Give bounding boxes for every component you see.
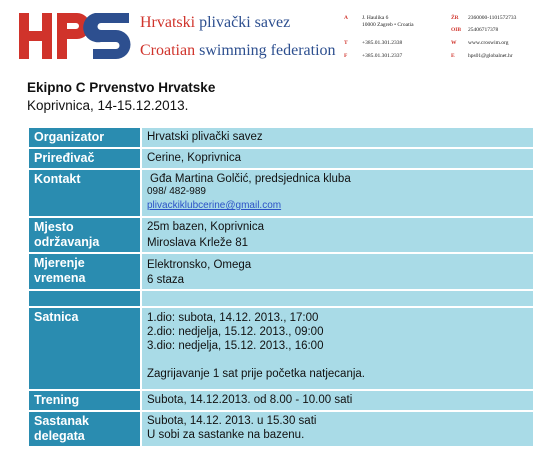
contact-oib: 25406717378 (468, 27, 499, 33)
row-kontakt (28, 169, 534, 217)
value-mjerenje-line2: 6 staza (147, 274, 185, 286)
value-organizator: Hrvatski plivački savez (141, 127, 534, 148)
document-subtitle: Koprivnica, 14-15.12.2013. (27, 98, 189, 113)
contact-address (362, 15, 414, 28)
label-mjerenje (28, 253, 141, 290)
org-name-croatian (140, 14, 290, 32)
value-mjesto-line2: Miroslava Krleže 81 (147, 237, 248, 249)
value-empty (141, 290, 534, 307)
value-trening: Subota, 14.12.2013. od 8.00 - 10.00 sati (141, 390, 534, 411)
label-sastanak-line1: Sastanak (34, 414, 89, 428)
value-sastanak-line2: U sobi za sastanke na bazenu. (147, 429, 305, 441)
satnica-item: 1.dio: subota, 14.12. 2013., 17:00 (147, 312, 319, 324)
value-mjerenje (141, 253, 534, 290)
row-mjerenje (28, 253, 534, 290)
label-sastanak-line2: delegata (34, 429, 85, 443)
address-line-1: J. Haulika 6 (362, 15, 389, 21)
label-mjerenje-line2: vremena (34, 271, 86, 285)
satnica-item: 3.dio: nedjelja, 15.12. 2013., 16:00 (147, 340, 324, 352)
label-kontakt: Kontakt (28, 169, 141, 217)
value-mjesto (141, 217, 534, 253)
contact-label-web: W (451, 40, 457, 46)
address-line-2: 10000 Zagreb • Croatia (362, 21, 414, 28)
value-sastanak (141, 411, 534, 447)
row-sastanak (28, 411, 534, 447)
document-title: Ekipno C Prvenstvo Hrvatske (27, 80, 216, 95)
value-priredivac: Cerine, Koprivnica (141, 148, 534, 169)
satnica-item: 2.dio: nedjelja, 15.12. 2013., 09:00 (147, 326, 324, 338)
row-priredivac (28, 148, 534, 169)
value-sastanak-line1: Subota, 14.12. 2013. u 15.30 sati (147, 415, 317, 427)
value-mjesto-line1: 25m bazen, Koprivnica (147, 221, 264, 233)
contact-label-fax: F (344, 53, 348, 59)
value-kontakt (141, 169, 534, 217)
org-name-en-part1: Croatian (140, 42, 196, 59)
contact-person: Gđa Martina Golčić, predsjednica kluba (150, 173, 351, 185)
org-name-english (140, 42, 336, 60)
label-mjesto-line1: Mjesto (34, 220, 74, 234)
row-organizator (28, 127, 534, 148)
contact-fax: +385.01.301.2337 (362, 53, 403, 59)
contact-email[interactable]: hps01@globalnet.hr (468, 53, 513, 59)
value-satnica (141, 307, 534, 390)
label-organizator: Organizator (28, 127, 141, 148)
contact-label-email: E (451, 53, 455, 59)
label-mjesto (28, 217, 141, 253)
competition-info-table (27, 126, 535, 448)
label-sastanak (28, 411, 141, 447)
label-mjesto-line2: održavanja (34, 235, 100, 249)
row-satnica (28, 307, 534, 390)
label-satnica: Satnica (28, 307, 141, 390)
row-trening (28, 390, 534, 411)
label-empty (28, 290, 141, 307)
row-empty (28, 290, 534, 307)
hps-logo (19, 13, 133, 59)
row-mjesto (28, 217, 534, 253)
org-name-hr-part2: plivački savez (195, 14, 291, 31)
label-priredivac: Priređivač (28, 148, 141, 169)
contact-person-phone: 098/ 482-989 (147, 186, 206, 197)
org-name-en-part2: swimming federation (195, 42, 336, 59)
contact-label-phone: T (344, 40, 348, 46)
contact-phone: +385.01.301.2338 (362, 40, 403, 46)
contact-website[interactable]: www.croswim.org (468, 40, 509, 46)
label-trening: Trening (28, 390, 141, 411)
contact-person-email-link[interactable]: plivackiklubcerine@gmail.com (147, 200, 282, 211)
contact-label-bank: ŽR (451, 15, 459, 21)
contact-bank-account: 2360000-1101572733 (468, 15, 517, 21)
contact-label-oib: OIB (451, 27, 462, 33)
org-name-hr-part1: Hrvatski (140, 14, 196, 31)
label-mjerenje-line1: Mjerenje (34, 256, 85, 270)
satnica-note: Zagrijavanje 1 sat prije početka natjecanja. (147, 368, 365, 380)
contact-label-address: A (344, 15, 348, 21)
value-mjerenje-line1: Elektronsko, Omega (147, 259, 252, 271)
